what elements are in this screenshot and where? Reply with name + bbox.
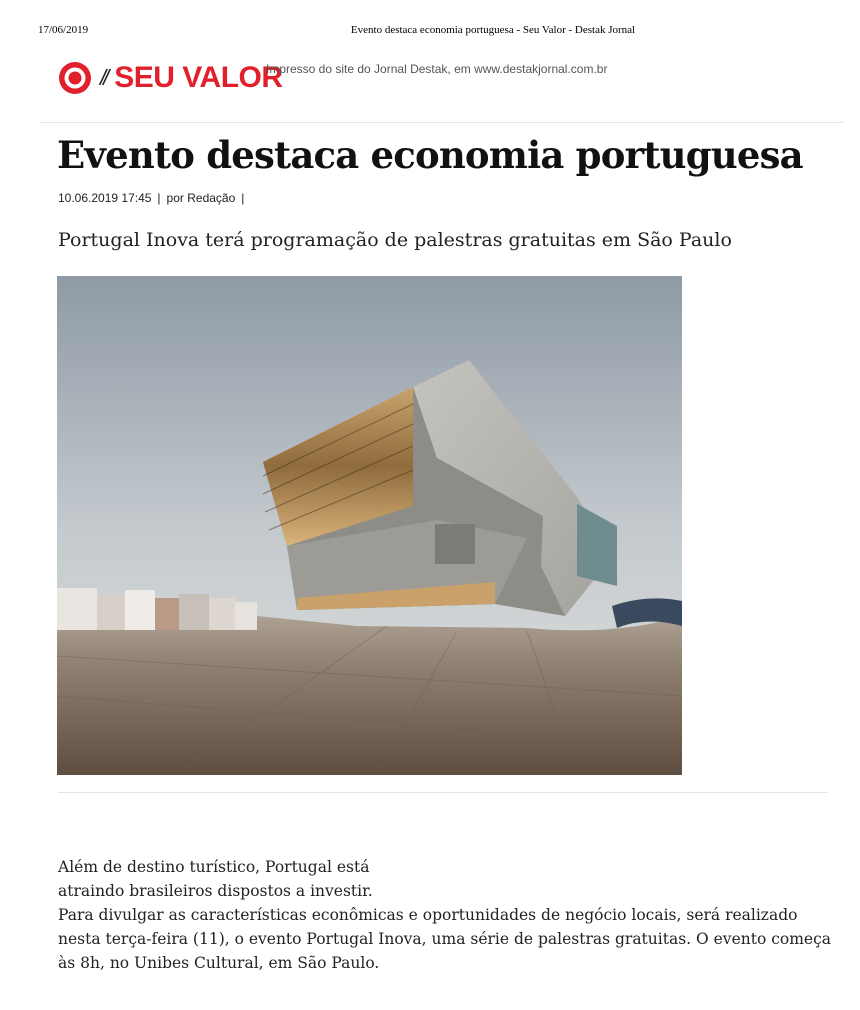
content-divider: [58, 792, 828, 793]
article-byline: [58, 191, 250, 205]
article-photo: [57, 276, 682, 775]
body-line: atraindo brasileiros dispostos a investir.: [58, 882, 373, 900]
printed-from-note: Impresso do site do Jornal Destak, em www.destakjornal.com.br: [266, 62, 608, 76]
article-author: por Redação: [166, 191, 236, 205]
byline-separator: |: [241, 191, 245, 205]
body-line: Além de destino turístico, Portugal está: [58, 858, 370, 876]
body-paragraph: Para divulgar as características econômicas e oportunidades de negócio locais, será realizado nesta terça-feira (11), o evento Portugal Inova, uma série de palestras gratuitas. O evento começa às 8h, no Unibes Cultural, em São Paulo.: [58, 906, 832, 972]
print-page-title: Evento destaca economia portuguesa - Seu Valor - Destak Jornal: [350, 24, 636, 36]
article-subtitle: Portugal Inova terá programação de palestras gratuitas em São Paulo: [58, 229, 732, 251]
seu-valor-logo[interactable]: [58, 60, 283, 96]
header-divider: [40, 122, 844, 123]
article-headline: Evento destaca economia portuguesa: [57, 133, 803, 177]
byline-separator: |: [157, 191, 161, 205]
print-date: 17/06/2019: [38, 24, 89, 36]
article-timestamp: 10.06.2019 17:45: [58, 191, 152, 205]
logo-text: SEU VALOR: [114, 61, 283, 94]
logo-slashes: //: [100, 65, 107, 90]
target-icon: [58, 61, 92, 95]
article-body: [58, 855, 838, 975]
